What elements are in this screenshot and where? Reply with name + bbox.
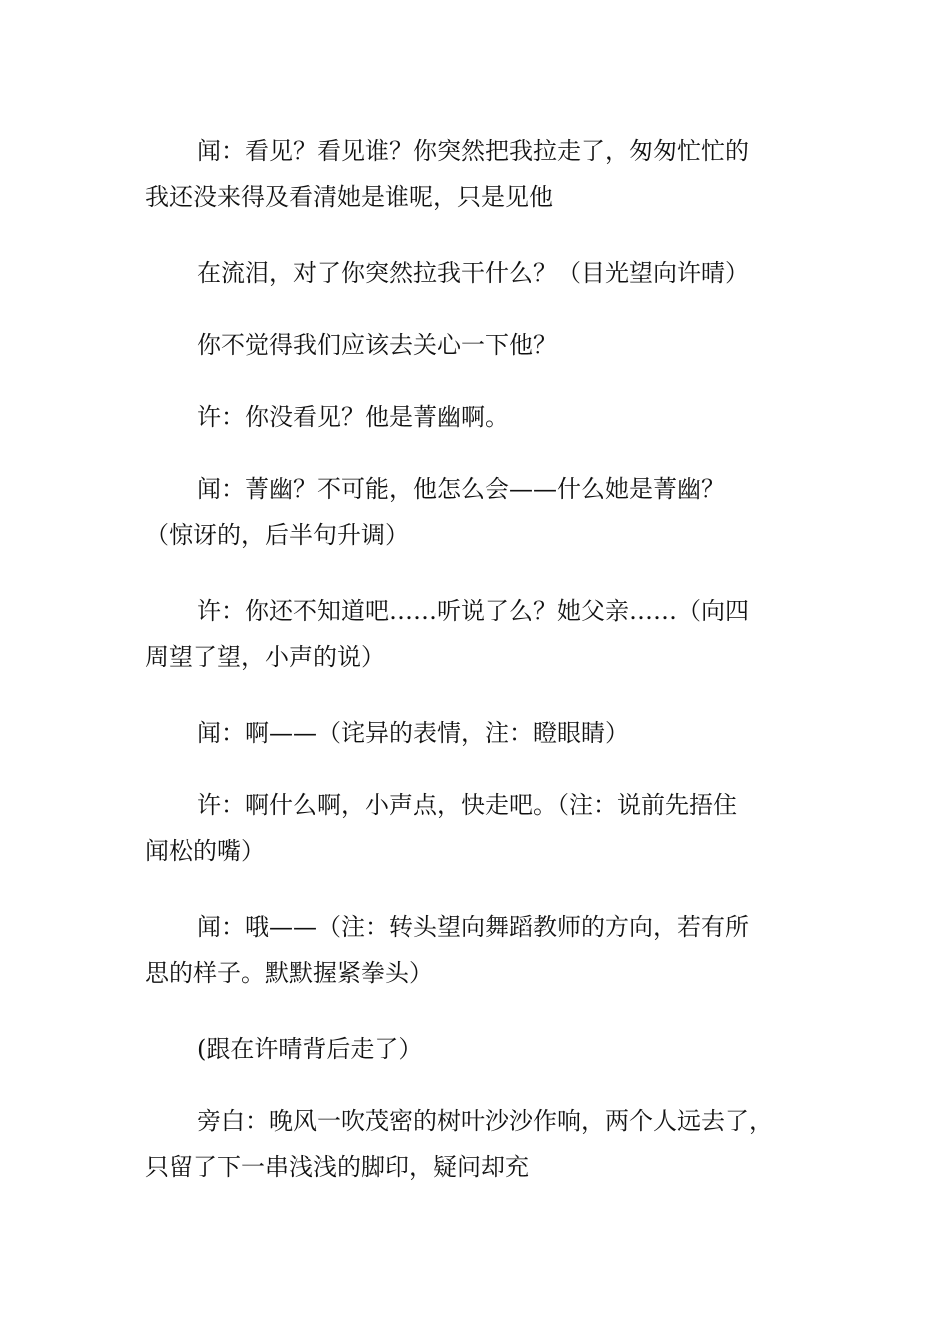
paragraph-line: 许：啊什么啊，小声点，快走吧。（注：说前先捂住	[197, 791, 737, 819]
paragraph-line: 闻：看见？看见谁？你突然把我拉走了，匆匆忙忙的	[197, 137, 749, 165]
paragraph-11	[145, 1098, 805, 1190]
paragraph-line: 你不觉得我们应该去关心一下他？	[197, 331, 557, 359]
paragraph-7	[145, 710, 805, 756]
paragraph-line: 思的样子。默默握紧拳头）	[145, 959, 433, 987]
paragraph-4	[145, 394, 805, 440]
paragraph-line: 许：你还不知道吧……听说了么？她父亲……（向四	[197, 597, 749, 625]
paragraph-line: 周望了望，小声的说）	[145, 643, 385, 671]
paragraph-line: 旁白：晚风一吹茂密的树叶沙沙作响，两个人远去了，	[197, 1107, 773, 1135]
paragraph-line: 闻：啊——（诧异的表情，注：瞪眼睛）	[197, 719, 629, 747]
paragraph-line: 闻松的嘴）	[145, 837, 265, 865]
paragraph-8	[145, 782, 805, 874]
paragraph-3	[145, 322, 805, 368]
paragraph-5	[145, 466, 805, 558]
paragraph-line: 我还没来得及看清她是谁呢，只是见他	[145, 183, 553, 211]
paragraph-line: 只留了下一串浅浅的脚印，疑问却充	[145, 1153, 529, 1181]
paragraph-line: (跟在许晴背后走了）	[197, 1035, 423, 1063]
paragraph-1	[145, 128, 805, 220]
paragraph-line: 闻：菁幽？不可能，他怎么会——什么她是菁幽？	[197, 475, 725, 503]
paragraph-2	[145, 250, 805, 296]
paragraph-line: 在流泪，对了你突然拉我干什么？（目光望向许晴）	[197, 259, 749, 287]
paragraph-6	[145, 588, 805, 680]
paragraph-10	[145, 1026, 805, 1072]
paragraph-line: 闻：哦——（注：转头望向舞蹈教师的方向，若有所	[197, 913, 749, 941]
paragraph-9	[145, 904, 805, 996]
paragraph-line: 许：你没看见？他是菁幽啊。	[197, 403, 509, 431]
paragraph-line: （惊讶的，后半句升调）	[145, 521, 409, 549]
